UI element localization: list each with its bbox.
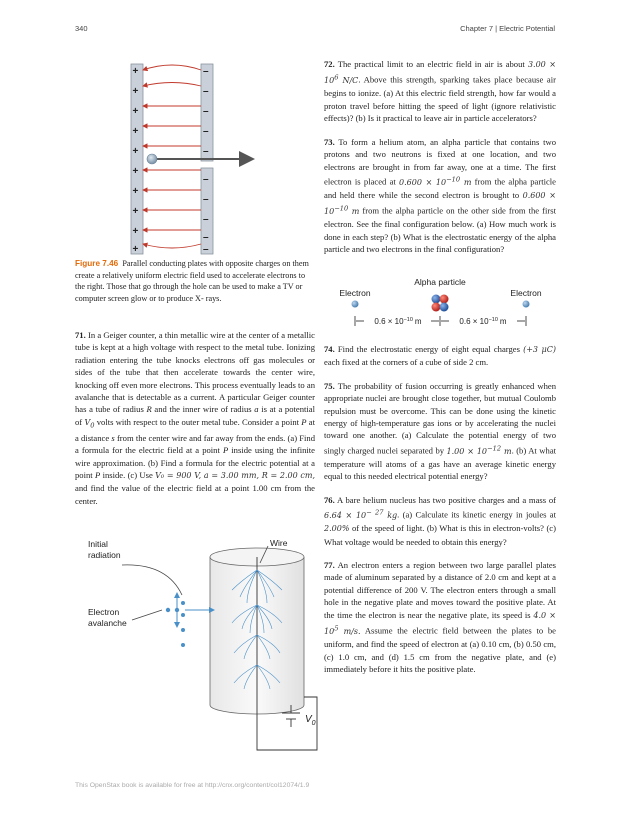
avalanche-arrows (177, 595, 212, 625)
electron-right-label: Electron (510, 288, 542, 298)
svg-text:–: – (203, 232, 209, 243)
given-values: V₀ = 900 V, a = 3.00 mm, R = 2.00 cm, (155, 471, 315, 481)
svg-text:+: + (132, 106, 139, 117)
electron-left (352, 301, 359, 308)
svg-text:–: – (203, 126, 209, 137)
svg-text:–: – (203, 146, 209, 157)
parallel-plates-figure (125, 62, 255, 257)
alpha-particle-figure (328, 276, 553, 332)
svg-text:+: + (132, 206, 139, 217)
svg-text:–: – (203, 194, 209, 205)
chapter-title: Chapter 7 | Electric Potential (460, 24, 555, 33)
figure-label: Figure 7.46 (75, 259, 119, 268)
electron-left-label: Electron (339, 288, 371, 298)
svg-text:+: + (132, 66, 139, 77)
footer: This OpenStax book is available for free at http://cnx.org/content/col12074/1.9 (75, 782, 310, 789)
electron (147, 154, 157, 164)
problem-76: 76. A bare helium nucleus has two positive charges and a mass of $6.64 \times 10^{- 27}$ kg. (a) Calculate its kinetic energy in joules at 2.00% of the speed of light. (b) What is this in electron-volts? (c) What voltage would be needed to obtain this energy? (324, 494, 556, 547)
svg-text:+: + (132, 186, 139, 197)
svg-text:–: – (203, 244, 209, 255)
v0-label: $V_0$ (305, 714, 316, 727)
svg-text:+: + (132, 86, 139, 97)
svg-text:–: – (203, 86, 209, 97)
figure-caption-text: Parallel conducting plates with opposite charges on them create a relatively uniform electric field used to accelerate electrons to the right. Those that go through the hole can be used to make a TV or computer screen glow or to produce X- rays. (75, 259, 309, 303)
right-column (324, 58, 556, 267)
avalanche-leader (132, 610, 162, 620)
figure-7-46-caption (75, 258, 315, 304)
right-column-lower (324, 343, 556, 686)
wire-label: Wire (270, 538, 288, 548)
problem-72: 72. The practical limit to an electric field in air is about $3.00 \times 10^6$ N/C. Above this strength, sparking takes place because air begins to ionize. (a) At this electric field strength, how far would a proton travel before hitting the speed of light (ignore relativistic effects)? (b) Is it practical to leave air in particle accelerators? (324, 59, 557, 124)
electron-avalanche-label: Electron avalanche (88, 607, 127, 628)
svg-text:+: + (132, 226, 139, 237)
svg-text:–: – (203, 214, 209, 225)
electron-right (523, 301, 530, 308)
problem-74: 74. Find the electrostatic energy of eight equal charges (+3 μC) each fixed at the corners of a cube of side 2 cm. (324, 344, 557, 368)
problem-75: 75. The probability of fusion occurring is greatly enhanced when appropriate nuclei are brought close together, but mutual Coulomb repulsion must be overcome. This can be done using the kinetic energy of high-temperature gas ions or by accelerating the nuclei toward one another. (a) Calculate the potential energy of two singly charged nuclei separated by $1.00 \times 10^{-12}$ m. (b) At what temperature will atoms of a gas have an average kinetic energy equal to this needed electrical potential energy? (324, 380, 557, 482)
geiger-counter-figure (82, 535, 327, 760)
svg-text:+: + (132, 126, 139, 137)
svg-text:+: + (132, 244, 139, 255)
initial-radiation-label: Initial radiation (88, 539, 121, 560)
problem-71: 71. In a Geiger counter, a thin metallic wire at the center of a metallic tube is kept at a high voltage with respect to the metal tube. Ionizing radiation entering the tube knocks electrons off gas molecules or sides of the tube that then accelerate towards the center wire, knocking off even more electrons. This process eventually leads to an avalanche that is detectable as a current. A particular Geiger counter has a tube of radius R and the inner wire of radius a is at a potential of $V_0$ volts with respect to the outer metal tube. Consider a point P at a distance s from the center wire and far away from the ends. (a) Find a formula for the electric field at a point P inside using the infinite wire approximation. (b) Find a formula for the electric potential at a point P inside. (c) Use V₀ = 900 V, a = 3.00 mm, R = 2.00 cm, and find the value of the electric field at a point 1.00 cm from the center. (75, 330, 316, 506)
svg-text:–: – (203, 66, 209, 77)
distance-left: $0.6 \times 10^{-10}$ m (374, 317, 422, 326)
distance-right: $0.6 \times 10^{-10}$ m (459, 317, 507, 326)
problem-73: 73. To form a helium atom, an alpha particle that contains two protons and two neutrons is fixed at one location, and two electrons are brought in from far away, one at a time. The first electron is placed at $0.600 \times 10^{-10}$ m from the alpha particle and held there while the second electron is brought to $0.600 \times 10^{-10}$ m from the alpha particle on the other side from the first electron. See the final configuration below. (a) How much work is done in each step? (b) What is the electrostatic energy of the alpha particle and two electrons in the final configuration? (324, 136, 557, 255)
radiation-path (122, 565, 182, 595)
alpha-particle-label: Alpha particle (414, 277, 466, 287)
alpha-nucleus (432, 295, 449, 312)
svg-text:+: + (132, 146, 139, 157)
svg-text:–: – (203, 106, 209, 117)
page-number: 340 (75, 24, 88, 33)
svg-text:–: – (203, 174, 209, 185)
electron-dots (166, 601, 185, 647)
svg-text:+: + (132, 166, 139, 177)
problem-77: 77. An electron enters a region between two large parallel plates made of aluminum separated by a distance of 2.0 cm and kept at a potential difference of 200 V. The electron enters through a small hole in the negative plate and moves toward the positive plate. At the time the electron is near the negative plate, its speed is $4.0 \times 10^5$ m/s. Assume the electric field between the plates to be uniform, and find the speed of electron at (a) 0.10 cm, (b) 0.50 cm, (c) 1.0 cm, and (d) 1.5 cm from the negative plate, and (e) immediately before it hits the positive plate. (324, 560, 556, 674)
